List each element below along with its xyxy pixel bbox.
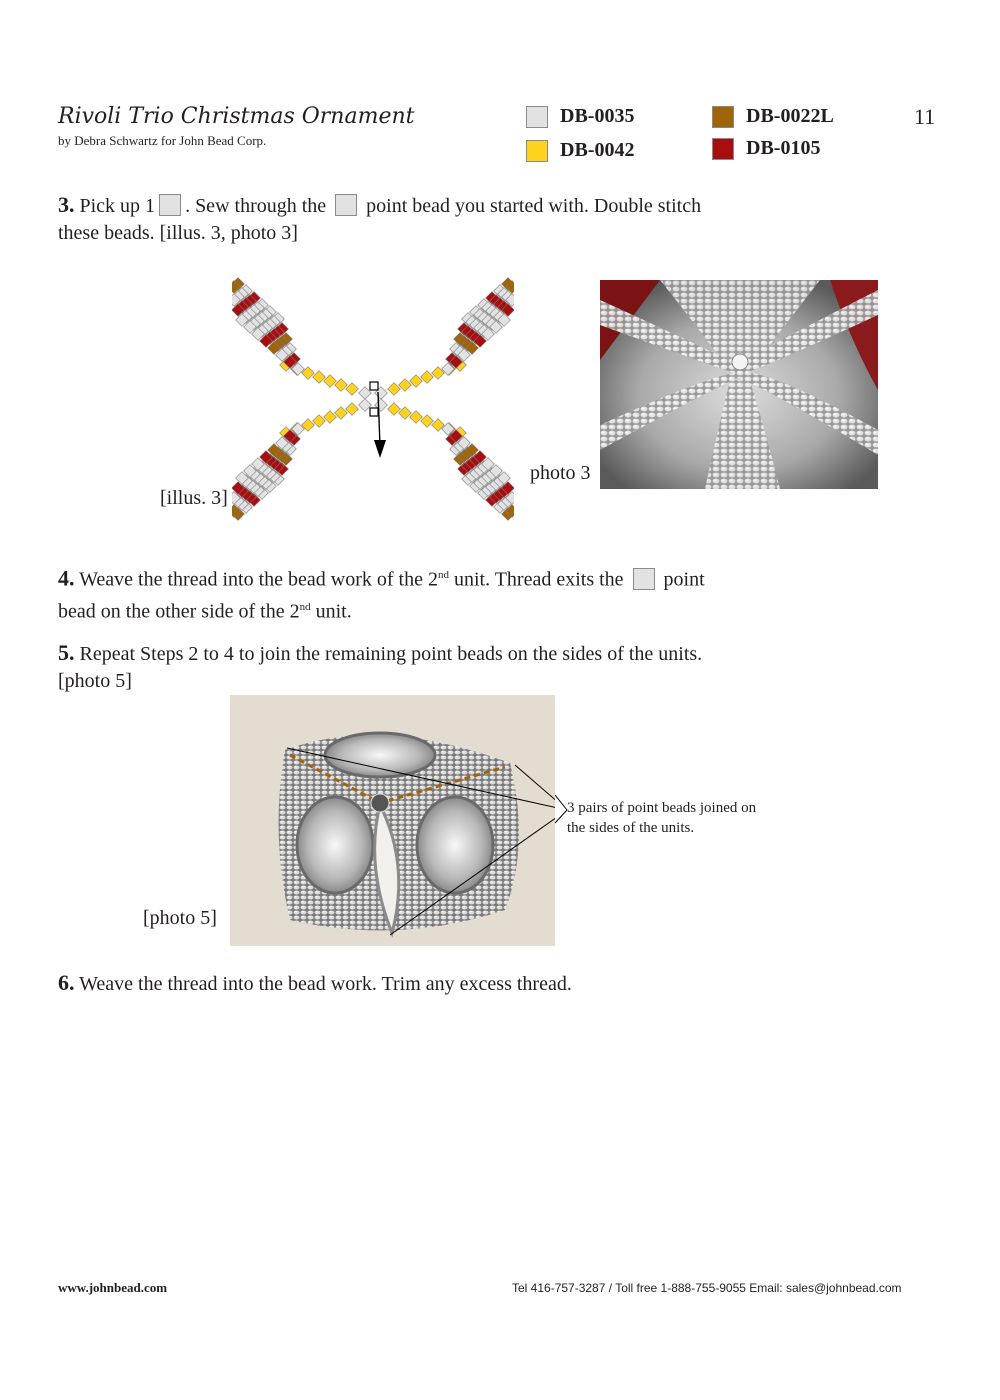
step-text: unit.: [310, 600, 352, 623]
annotation-text: 3 pairs of point beads joined on: [567, 800, 757, 816]
arrow-down-icon: [374, 440, 386, 458]
diagram-bead: [421, 371, 434, 384]
annotation-text: the sides of the units.: [567, 820, 695, 836]
step-text: Pick up 1: [79, 195, 156, 217]
footer-contact: Tel 416-757-3287 / Toll free 1-888-755-9055 Email: sales@johnbead.com: [512, 1281, 902, 1295]
superscript: nd: [437, 569, 449, 581]
diagram-bead: [324, 375, 337, 388]
diagram-bead: [410, 375, 423, 388]
legend-item-db0105: [712, 137, 820, 160]
legend-code: DB-0022L: [746, 105, 834, 127]
step-text: point: [663, 568, 705, 591]
footer-website[interactable]: www.johnbead.com: [58, 1280, 168, 1295]
diagram-bead: [324, 411, 337, 424]
legend-code: DB-0105: [746, 137, 821, 159]
legend-item-db0022l: [712, 105, 834, 128]
step-5: [58, 639, 702, 695]
photo-annotation: [567, 798, 756, 838]
bead-swatch-icon: [712, 138, 734, 160]
step-text: [photo 5]: [58, 670, 132, 692]
author-byline: by Debra Schwartz for John Bead Corp.: [58, 133, 267, 148]
step-text: Repeat Steps 2 to 4 to join the remaining point beads on the sides of the units.: [79, 643, 703, 665]
step-text: unit. Thread exits the: [448, 568, 624, 591]
step-4: [58, 562, 705, 625]
diagram-bead: [313, 371, 326, 384]
diagram-bead: [399, 379, 412, 392]
diagram-bead: [335, 407, 348, 420]
step-number: 4.: [58, 565, 75, 591]
diagram-bead: [421, 415, 434, 428]
step-text: these beads. [illus. 3, photo 3]: [58, 222, 298, 244]
highlight-bead: [370, 382, 378, 390]
bead-diagram-illustration: [232, 268, 514, 528]
photo-caption: [photo 5]: [143, 907, 217, 929]
photo-caption: photo 3: [530, 462, 591, 484]
diagram-bead: [410, 411, 423, 424]
legend-item-db0035: [526, 105, 634, 128]
diagram-bead: [346, 383, 359, 396]
step-text: Weave the thread into the bead work of the 2: [79, 568, 438, 591]
bead-swatch-icon: [526, 140, 548, 162]
photo-5-joined-units: [230, 695, 555, 946]
diagram-bead: [388, 383, 401, 396]
bead-icon: [633, 568, 655, 590]
document-title: Rivoli Trio Christmas Ornament: [58, 104, 415, 129]
legend-item-db0042: [526, 139, 634, 162]
diagram-bead: [388, 403, 401, 416]
step-3: [58, 191, 701, 247]
step-text: . Sew through the: [185, 195, 327, 217]
bead-swatch-icon: [526, 106, 548, 128]
highlight-bead: [370, 408, 378, 416]
bead-icon: [159, 194, 181, 216]
diagram-bead: [313, 415, 326, 428]
bead-swatch-icon: [712, 106, 734, 128]
illustration-caption: [illus. 3]: [160, 487, 228, 509]
legend-code: DB-0035: [560, 105, 635, 127]
page-number: 11: [914, 104, 936, 129]
step-text: bead on the other side of the 2: [58, 600, 300, 623]
step-text: point bead you started with. Double stitch: [366, 195, 702, 217]
diagram-bead: [399, 407, 412, 420]
step-number: 5.: [58, 640, 75, 665]
step-number: 3.: [58, 192, 75, 217]
step-6: [58, 969, 572, 998]
step-number: 6.: [58, 970, 75, 995]
bead-icon: [335, 194, 357, 216]
diagram-bead: [346, 403, 359, 416]
legend-code: DB-0042: [560, 139, 635, 161]
photo-3-bead-closeup: [600, 280, 878, 489]
superscript: nd: [299, 600, 311, 613]
diagram-bead: [335, 379, 348, 392]
step-text: Weave the thread into the bead work. Trim any excess thread.: [79, 973, 572, 995]
